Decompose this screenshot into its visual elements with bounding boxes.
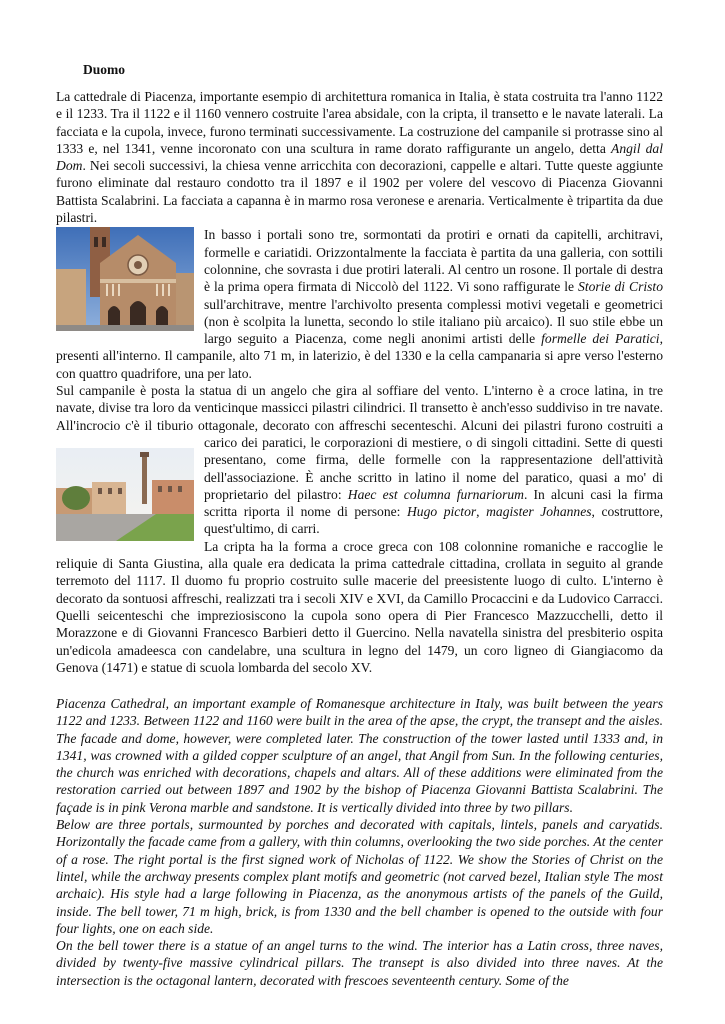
page-title: Duomo: [83, 62, 126, 77]
italian-paragraph-4: [56, 538, 663, 676]
italian-paragraph-3-continued: presentano, come firma, delle formelle con la rappresentazione dell'attività dell'associazione. È anche scritto in latino il nome del paratico, quasi a mo' di proprietario del pilastro:: [204, 452, 663, 502]
italian-paragraph-4-text: La cripta ha la forma a croce greca con 108 colonnine romaniche e raccoglie le reliquie di Santa Giustina, alla quale era dedicata la prima cattedrale cittadina, crollata in seguito al grande terremoto del 1117. Il duomo fu proprio costruito sulle macerie del preesistente luogo di culto. L'interno è decorato da sontuosi affreschi, realizzati tra i secoli XIV e XVI, da Camillo Procaccini e da Ludovico Carracci. Quelli seicenteschi che impreziosiscono la cupola sono opera di Pier Francesco Mazzucchelli, detto il Morazzone e di Giovanni Francesco Barbieri detto il Guercino. Nella navatella sinistra del presbiterio ospita un'edicola amadeesca con candelabre, una scultura in legno del 1479, un coro ligneo di Giangiacomo da Genova (1471) e statue di scuola lombarda del secolo XV.: [56, 538, 663, 675]
italian-paragraph-2: In basso i portali sono tre, sormontati da protiri e ornati da capitelli, architravi, formelle e cariatidi. Orizzontalmente la facciata è partita da una galleria, con sottili colonnine, che sovrasta i due protiri laterali. Al centro un rosone. Il portale di destra è la prima opera firmata di Niccolò del 1122. Vi sono raffigurate le Storie di Cristo sull'architrave, mentre l'archivolto presenta complessi motivi vegetali e geometrici (non è scolpita la lunetta, secondo lo stile italiano più arcaico). Il suo stile ebbe un largo seguito a Piacenza, come negli anonimi artisti delle formelle dei Paratici, presenti all'interno. Il campanile, alto 71 m, in laterizio, è del 1330 e la cella campanaria si apre verso l'esterno con quattro quadrifore, una per lato.: [56, 227, 663, 381]
piazza-photo: [56, 448, 194, 541]
italian-paragraph-3: Sul campanile è posta la statua di un angelo che gira al soffiare del vento. L'interno è a croce latina, in tre navate, divise tra loro da venticinque massicci pilastri cilindrici. Il transetto è anch'esso suddiviso in tre navate. All'incrocio c'è il tiburio ottagonale, decorato con affreschi secenteschi. Alcuni dei pilastri furono costruiti a carico dei paratici, le corporazioni di mestiere, o di singoli cittadini. Sette di questi presentano, come firma, delle formelle con la rappresentazione dell'attività dell'associazione. È anche scritto in latino il nome del paratico, quasi a mo' di proprietario del pilastro: Haec est columna furnariorum. In alcuni casi la firma scritta riporta il nome di persone: Hugo pictor, magister Johannes, costruttore, quest'ultimo, di carri.: [56, 382, 663, 538]
english-paragraph-3: On the bell tower there is a statue of an angel turns to the wind. The interior has a Latin cross, three naves, divided by twenty-five massive cylindrical pillars. The transept is also divided into three naves. At the intersection is the octagonal lantern, decorated with frescoes seventeenth century. Some of the: [56, 938, 663, 988]
english-paragraph-2: Below are three portals, surmounted by porches and decorated with capitals, lintels, panels and caryatids. Horizontally the facade came from a gallery, with thin columns, overlooking the two side porches. At the center of a rose. The right portal is the first signed work of Nicholas of 1122. We show the Stories of Christ on the lintel, while the archway presents complex plant motifs and geometric (not carved bezel, Italian style The most archaic). His style had a large following in Piacenza, as the anonymous artists of the panels of the Guild, inside. The bell tower, 71 m high, brick, is from 1330 and the bell chamber is opened to the outside with four four lights, one on each side.: [56, 817, 663, 936]
english-paragraph-1: Piacenza Cathedral, an important example of Romanesque architecture in Italy, was built between the years 1122 and 1233. Between 1122 and 1160 were built in the area of the apse, the crypt, the transept and the aisles. The facade and dome, however, were completed later. The construction of the tower lasted until 1333 and, in 1341, was crowned with a gilded copper sculpture of an angel, that Angil from Sun. In the following centuries, the church was enriched with decorations, chapels and altars. All of these additions were eliminated from the restoration carried out between 1897 and 1902 by the bishop of Piacenza Giovanni Battista Scalabrini. The façade is in pink Verona marble and sandstone. It is vertically divided into three by two pillars.: [56, 696, 663, 815]
italian-paragraph-1: La cattedrale di Piacenza, importante esempio di architettura romanica in Italia, è stata costruita tra l'anno 1122 e il 1233. Tra il 1122 e il 1160 vennero costruite l'area absidale, con la cripta, il transetto e le navate laterali. La facciata e la cupola, invece, furono terminati successivamente. La costruzione del campanile si protrasse sino al 1333 e, nel 1341, venne incoronato con una scultura in rame dorato raffigurante un angelo, detta Angil dal Dom. Nei secoli successivi, la chiesa venne arricchita con decorazioni, cappelle e altari. Tutte queste aggiunte furono eliminate dal restauro condotto tra il 1897 e il 1902 per volere del vescovo di Piacenza Giovanni Battista Scalabrini. La facciata a capanna è in marmo rosa veronese e arenaria. Verticalmente è tripartita da due pilastri.: [56, 89, 663, 226]
english-section: [56, 695, 663, 989]
cathedral-facade-photo: [56, 227, 194, 331]
